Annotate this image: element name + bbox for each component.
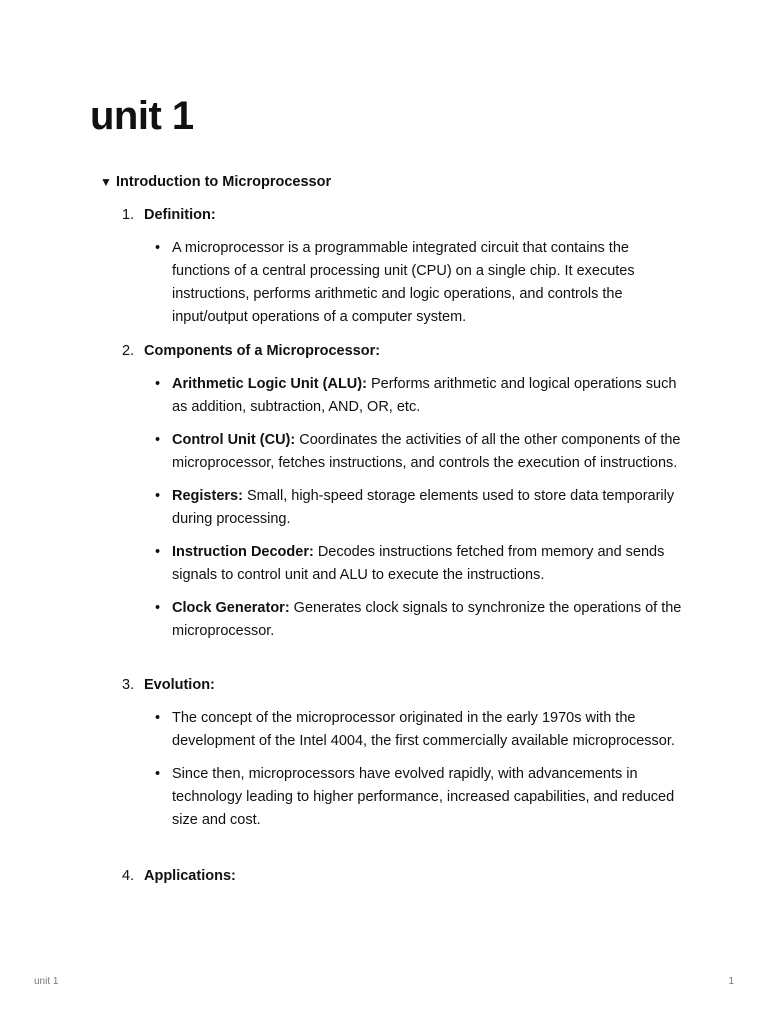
section-heading (122, 205, 682, 225)
section-applications (122, 866, 682, 886)
list-item (122, 707, 682, 753)
section-definition (122, 205, 682, 329)
bullet-text: Generates clock signals to synchronize the operations of the microprocessor. (172, 600, 682, 639)
bullet-text: Since then, microprocessors have evolved rapidly, with advancements in technology leading to higher performance, increased capabilities, and reduced size and cost. (172, 766, 675, 828)
footer-page-number: 1 (728, 976, 734, 987)
page-title: unit 1 (90, 94, 194, 138)
bullet-text: Coordinates the activities of all the other components of the microprocessor, fetches instructions, and controls the execution of instructions. (172, 432, 681, 471)
bullet-term: Instruction Decoder: (172, 544, 314, 560)
bullet-text: Performs arithmetic and logical operations such as addition, subtraction, AND, OR, etc. (172, 376, 677, 415)
triangle-down-icon[interactable]: ▼ (100, 175, 112, 189)
bullet-list (122, 373, 682, 643)
bullet-dot: • (155, 432, 161, 448)
bullet-text: The concept of the microprocessor originated in the early 1970s with the development of the Intel 4004, the first commercially available microprocessor. (172, 710, 675, 749)
bullet-dot: • (155, 766, 161, 782)
section-title: Evolution: (144, 677, 215, 693)
section-heading (122, 675, 682, 695)
bullet-dot: • (155, 488, 161, 504)
list-item (122, 763, 682, 832)
bullet-list (122, 707, 682, 832)
list-item (122, 429, 682, 475)
bullet-text: A microprocessor is a programmable integrated circuit that contains the functions of a central processing unit (CPU) on a single chip. It executes instructions, performs arithmetic and logic operations, and controls the input/output operations of a computer system. (172, 240, 635, 325)
toggle-introduction[interactable] (100, 172, 700, 192)
section-components (122, 341, 682, 643)
bullet-term: Arithmetic Logic Unit (ALU): (172, 376, 367, 392)
bullet-dot: • (155, 240, 161, 256)
section-heading (122, 866, 682, 886)
section-title: Applications: (144, 868, 236, 884)
bullet-term: Registers: (172, 488, 243, 504)
bullet-list (122, 237, 682, 329)
bullet-dot: • (155, 600, 161, 616)
section-title: Definition: (144, 207, 216, 223)
section-heading (122, 341, 682, 361)
list-number: 4. (122, 868, 135, 884)
list-number: 2. (122, 343, 135, 359)
list-item (122, 541, 682, 587)
list-item (122, 373, 682, 419)
bullet-term: Control Unit (CU): (172, 432, 296, 448)
bullet-dot: • (155, 710, 161, 726)
list-item (122, 237, 682, 329)
footer-doc-title: unit 1 (34, 976, 59, 987)
bullet-dot: • (155, 544, 161, 560)
list-number: 1. (122, 207, 135, 223)
bullet-term: Clock Generator: (172, 600, 290, 616)
list-number: 3. (122, 677, 135, 693)
list-item (122, 485, 682, 531)
list-item (122, 597, 682, 643)
section-evolution (122, 675, 682, 832)
toggle-header[interactable] (100, 172, 700, 192)
bullet-text: Small, high-speed storage elements used to store data temporarily during processing. (172, 488, 675, 527)
section-title: Components of a Microprocessor: (144, 343, 381, 359)
bullet-dot: • (155, 376, 161, 392)
bullet-text: Decodes instructions fetched from memory and sends signals to control unit and ALU to execute the instructions. (172, 544, 665, 583)
toggle-label: Introduction to Microprocessor (116, 174, 332, 190)
